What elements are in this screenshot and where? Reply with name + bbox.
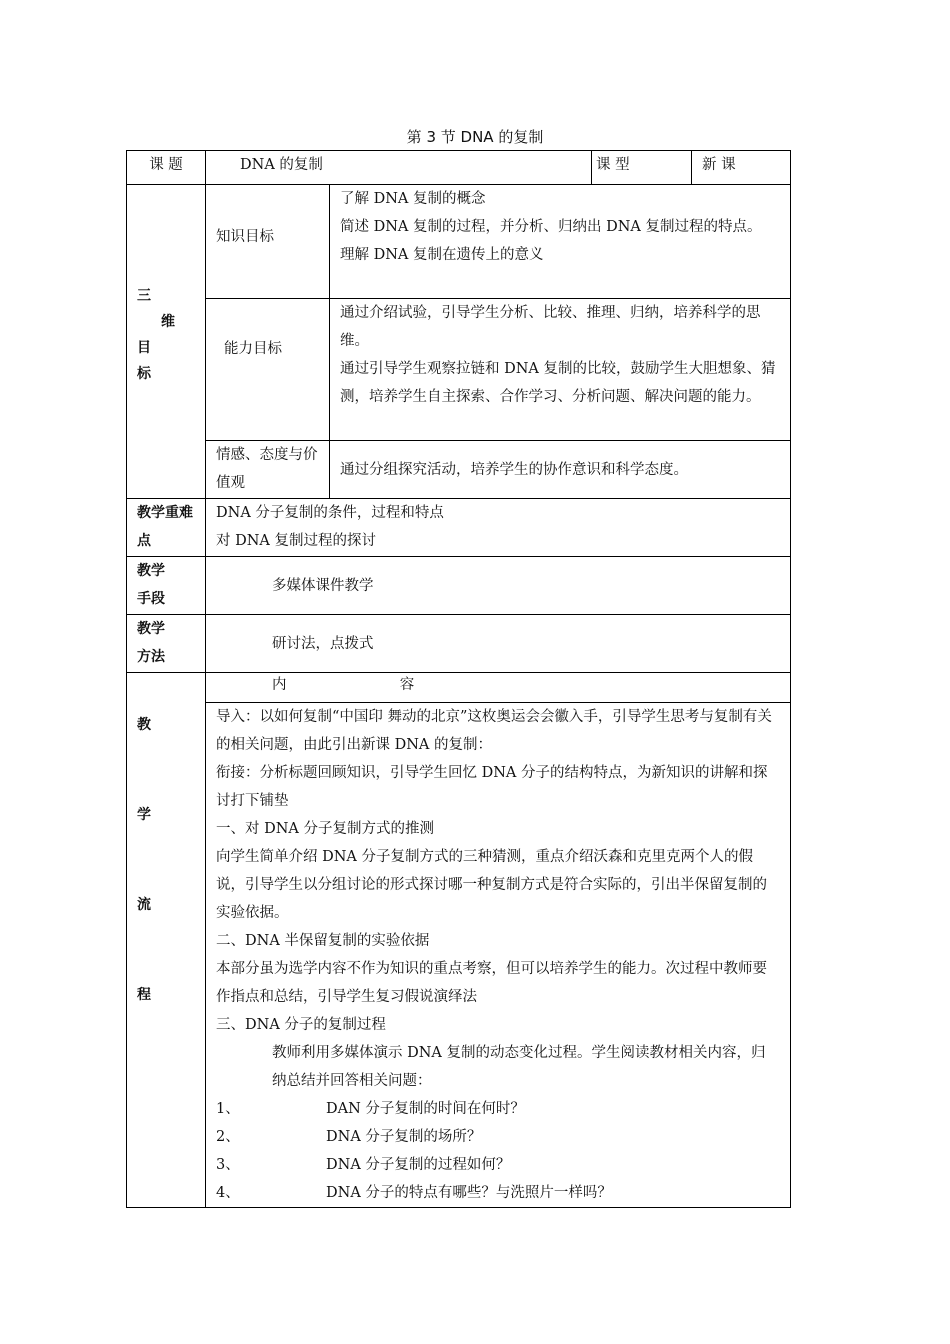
type-value: 新 课 (692, 151, 791, 185)
question-item (216, 1123, 778, 1151)
topic-row (127, 151, 791, 185)
question-number: 4、 (216, 1185, 240, 1201)
goal-knowledge-row (127, 185, 791, 299)
process-header-row (127, 673, 791, 703)
lesson-plan-table (126, 150, 791, 1208)
content-header (206, 673, 791, 703)
process-label-char-1: 教 (137, 717, 151, 733)
section-1-body: 向学生简单介绍 DNA 分子复制方式的三种猜测，重点介绍沃森和克里克两个人的假说，引导学生以分组讨论的形式探讨哪一种复制方式是符合实际的，引出半保留复制的实验依据。 (216, 849, 767, 921)
question-number: 1、 (216, 1101, 240, 1117)
teaching-means-row (127, 557, 791, 615)
key-points-label: 教学重难点 (127, 499, 206, 557)
key-points-content (206, 499, 791, 557)
teaching-means-label: 教学手段 (127, 557, 206, 615)
topic-label: 课 题 (127, 151, 206, 185)
emotion-line-1: 通过分组探究活动，培养学生的协作意识和科学态度。 (340, 461, 688, 478)
section-2-body: 本部分虽为选学内容不作为知识的重点考察，但可以培养学生的能力。次过程中教师要作指点和总结，引导学生复习假说演绎法 (216, 961, 767, 1005)
section-2-title: 二、DNA 半保留复制的实验依据 (216, 933, 430, 949)
teaching-method-value: 研讨法，点拨式 (206, 615, 791, 673)
question-number: 2、 (216, 1129, 240, 1145)
process-label-char-4: 程 (137, 987, 151, 1003)
goal-ability-row (127, 299, 791, 441)
process-connect: 衔接：分析标题回顾知识，引导学生回忆 DNA 分子的结构特点，为新知识的讲解和探讨打下铺垫 (216, 765, 768, 809)
knowledge-line-3: 理解 DNA 复制在遗传上的意义 (340, 247, 544, 263)
goal-emotion-row (127, 441, 791, 499)
key-point-1: DNA 分子复制的条件，过程和特点 (216, 505, 444, 521)
emotion-goal-content (330, 441, 791, 499)
section-3-body: 教师利用多媒体演示 DNA 复制的动态变化过程。学生阅读教材相关内容，归纳总结并回答相关问题： (272, 1045, 766, 1089)
question-text: DNA 分子的特点有哪些？与洗照片一样吗？ (326, 1185, 612, 1201)
section-3-title: 三、DNA 分子的复制过程 (216, 1017, 386, 1033)
question-number: 3、 (216, 1157, 240, 1173)
question-text: DNA 分子复制的过程如何？ (326, 1157, 511, 1173)
ability-line-1: 通过介绍试验，引导学生分析、比较、推理、归纳，培养科学的思维。 (340, 305, 761, 349)
type-label: 课 型 (592, 151, 692, 185)
emotion-goal-label: 情感、态度与价值观 (206, 441, 330, 499)
teaching-means-value: 多媒体课件教学 (206, 557, 791, 615)
question-text: DAN 分子复制的时间在何时？ (326, 1101, 525, 1117)
process-content (206, 703, 791, 1208)
process-label-char-2: 学 (137, 807, 151, 823)
three-dimension-goals-label (127, 185, 206, 499)
knowledge-goal-label: 知识目标 (206, 185, 330, 299)
section-1-title: 一、对 DNA 分子复制方式的推测 (216, 821, 435, 837)
key-points-row (127, 499, 791, 557)
teaching-method-row (127, 615, 791, 673)
page-title: 第 3 节 DNA 的复制 (406, 128, 544, 146)
topic-value: DNA 的复制 (206, 151, 592, 185)
ability-goal-content (330, 299, 791, 441)
teaching-method-label: 教学方法 (127, 615, 206, 673)
goal-label-char-3: 目 (137, 340, 151, 356)
question-item (216, 1095, 778, 1123)
process-label-char-3: 流 (137, 897, 151, 913)
knowledge-line-2: 简述 DNA 复制的过程，并分析、归纳出 DNA 复制过程的特点。 (340, 219, 762, 235)
teaching-process-label (127, 673, 206, 1208)
content-header-2: 容 (399, 677, 415, 693)
knowledge-goal-content (330, 185, 791, 299)
question-item (216, 1179, 778, 1207)
question-item (216, 1151, 778, 1179)
goal-label-char-1: 三 (137, 288, 151, 304)
ability-line-2: 通过引导学生观察拉链和 DNA 复制的比较，鼓励学生大胆想象、猜测，培养学生自主探索、合作学习、分析问题、解决问题的能力。 (340, 361, 776, 405)
ability-goal-label: 能力目标 (206, 299, 330, 441)
knowledge-line-1: 了解 DNA 复制的概念 (340, 191, 486, 207)
goal-label-char-2: 维 (161, 314, 175, 330)
process-body-row (127, 703, 791, 1208)
content-header-1: 内 (272, 677, 287, 693)
key-point-2: 对 DNA 复制过程的探讨 (216, 533, 377, 549)
process-intro: 导入：以如何复制“中国印 舞动的北京”这枚奥运会会徽入手，引导学生思考与复制有关的相关问题，由此引出新课 DNA 的复制： (216, 709, 772, 753)
question-text: DNA 分子复制的场所？ (326, 1129, 482, 1145)
goal-label-char-4: 标 (137, 366, 151, 382)
